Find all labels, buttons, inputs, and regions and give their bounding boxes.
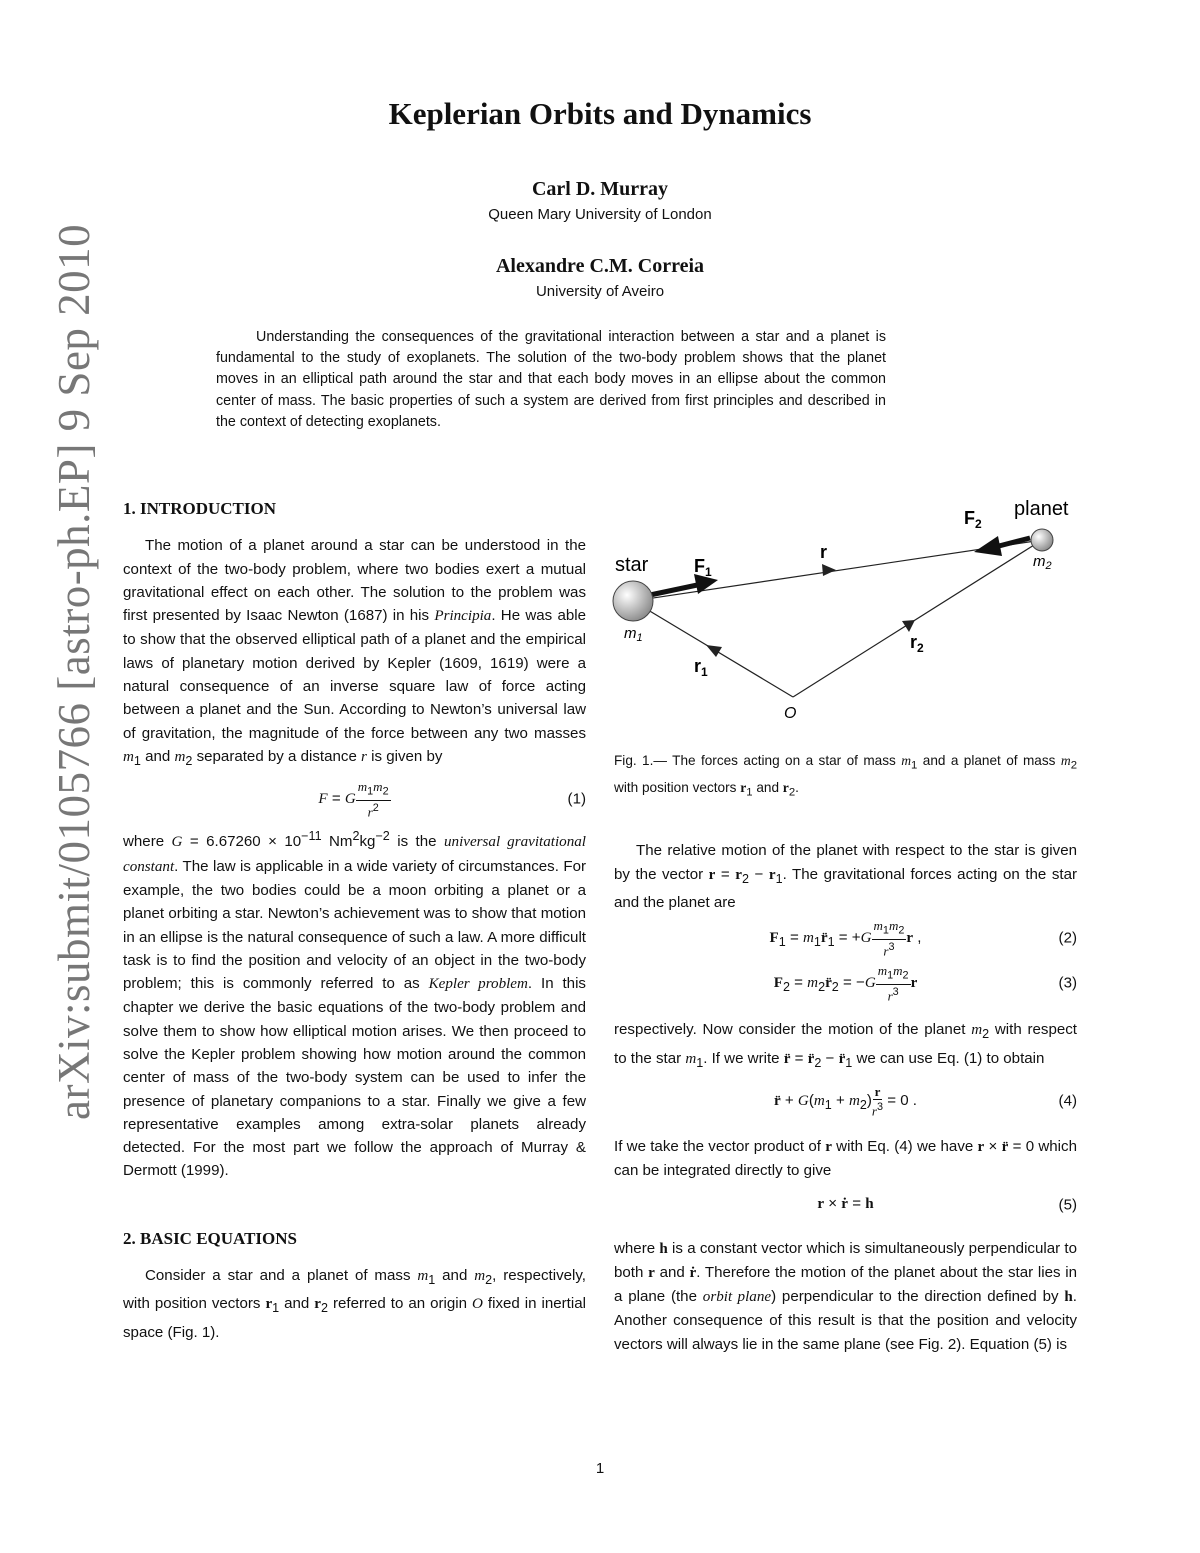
label-f1: $F_1$ xyxy=(694,556,712,579)
label-m1: $m_1$ xyxy=(624,625,643,644)
basic-paragraph-1: Consider a star and a planet of mass $m_1$ and $m_2$, respectively, with position vectors $r_1$ and $r_2$ referred to an origin O fixed in inertial space (Fig. 1). xyxy=(123,1267,586,1341)
section-heading-basic-equations: 2. BASIC EQUATIONS xyxy=(123,1228,297,1248)
label-r: r xyxy=(820,542,828,562)
vector-r2-line xyxy=(793,540,1042,697)
arrow-r2-head xyxy=(902,620,915,632)
page-number: 1 xyxy=(595,1460,605,1477)
label-origin: O xyxy=(784,705,797,722)
paper-title: Keplerian Orbits and Dynamics xyxy=(388,96,812,131)
right-paragraph-4: where h is a constant vector which is simultaneously perpendicular to both r and ṙ. Therefore the motion of the planet about the star lies in a plane (the orbit plane) perpendicular to the direction defined by h. Another consequence of this result is that the position and velocity vectors will always lie in the same plane (see Fig. 2). Equation (5) is xyxy=(614,1239,1077,1353)
arrow-r-head xyxy=(822,564,836,576)
star-body xyxy=(613,581,653,621)
arrow-r1-head xyxy=(706,645,722,657)
force-f1-shaft xyxy=(650,584,702,595)
force-f2-head xyxy=(974,536,1002,556)
arxiv-sidebar-stamp: arXiv:submit/0105766 [astro-ph.EP] 9 Sep 2010 xyxy=(49,223,99,1120)
planet-body xyxy=(1031,529,1053,551)
label-f2: $F_2$ xyxy=(964,508,982,531)
label-m2: $m_2$ xyxy=(1033,553,1052,572)
intro-paragraph-2: where $G = 6.67260 \times 10^{-11}$ $Nm^2kg^{-2}$ is the universal gravitational constant. The law is applicable in a wide variety of circumstances. For example, the two bodies could be a moon orbiting a planet or a planet orbiting a star. Newton’s achievement was to show that motion in an ellipse is the natural consequence of such a law. A more difficult task is to find the position and velocity of an object in the two-body problem; this is commonly referred to as Kepler problem. In this chapter we derive the basic equations of the two-body problem and solve them to show how elliptical motion arises. We then proceed to solve the Kepler problem showing how motion around the common center of mass of the two-body system can be used to infer the presence of planetary companions to a star. Finally we give a few representative examples among extra-solar planets already detected. For the most part we follow the approach of Murray & Dermott (1999). xyxy=(123,829,586,1180)
label-planet: planet xyxy=(1014,498,1069,520)
right-paragraph-2: respectively. Now consider the motion of the planet $m_2$ with respect to the star $m_1$. If we write r̈ = $r̈_2$ − $r̈_1$ we can use Eq. (1) to obtain xyxy=(614,1021,1077,1070)
author-1-name: Carl D. Murray xyxy=(531,178,669,200)
right-paragraph-3: If we take the vector product of r with Eq. (4) we have r × r̈ = 0 which can be integrated directly to give xyxy=(614,1137,1077,1180)
equation-1: F = G $\frac{m_1m_2}{r^2}$ (1) xyxy=(318,779,586,820)
label-star: star xyxy=(615,554,649,576)
equation-3: $F_2$ = $m_2r̈_2 = -G$ $\frac{m_1m_2}{r^3}$ r (3) xyxy=(773,963,1077,1004)
author-1-affiliation: Queen Mary University of London xyxy=(488,206,712,223)
author-2-name: Alexandre C.M. Correia xyxy=(495,255,705,277)
left-column xyxy=(123,497,586,1344)
abstract: Understanding the consequences of the gravitational interaction between a star and a planet is fundamental to the study of exoplanets. The solution of the two-body problem shows that the planet moves in an elliptical path around the star and that each body moves in an ellipse about the common center of mass. The basic properties of such a system are derived from first principles and described in the context of detecting exoplanets. xyxy=(216,329,886,430)
equation-5: r × ṙ = h (5) xyxy=(817,1195,1077,1213)
right-paragraph-1: The relative motion of the planet with respect to the star is given by the vector $r = r_2 - r_1$. The gravitational forces acting on the star and the planet are xyxy=(614,842,1078,912)
figure-1-diagram xyxy=(610,490,1090,730)
section-heading-introduction: 1. INTRODUCTION xyxy=(123,499,277,518)
author-2-affiliation: University of Aveiro xyxy=(535,283,665,300)
intro-paragraph-1: The motion of a planet around a star can be understood in the context of the two-body problem, where two bodies exert a mutual gravitational effect on each other. The solution to the problem was first presented by Isaac Newton (1687) in his Principia. He was able to show that the observed elliptical path of a planet and the empirical laws of planetary motion derived by Kepler (1609, 1619) were a natural consequence of an inverse square law of force acting between a planet and the Sun. According to Newton’s universal law of gravitation, the magnitude of the force between any two masses $m_1$ and $m_2$ separated by a distance r is given by xyxy=(123,537,586,768)
figure-1-caption: Fig. 1.— The forces acting on a star of mass $m_1$ and a planet of mass $m_2$ with position vectors $r_1$ and $r_2$. xyxy=(614,753,1077,799)
label-r2: $r_2$ xyxy=(910,632,924,655)
right-column xyxy=(614,750,1077,1356)
equation-2: $F_1$ = $m_1r̈_1 = +G$ $\frac{m_1m_2}{r^3}$ r , (2) xyxy=(769,918,1077,959)
label-r1: $r_1$ xyxy=(694,656,708,679)
equation-4: r̈ + $G(m_1 + m_2)$ $\frac{r}{r^3}$ = 0 . (4) xyxy=(774,1083,1077,1119)
